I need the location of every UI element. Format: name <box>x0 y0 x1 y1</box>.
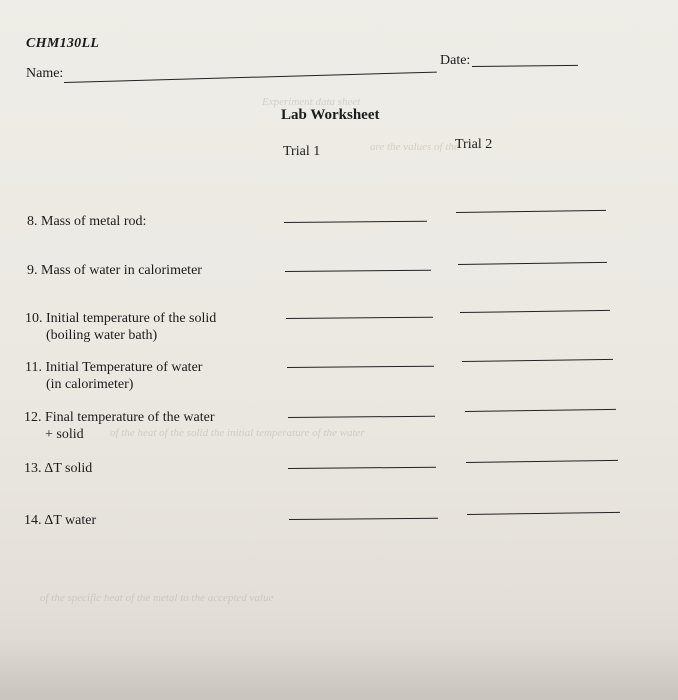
name-label: Name: <box>26 66 64 81</box>
item-8-label: 8. Mass of metal rod: <box>27 214 147 229</box>
worksheet-title: Lab Worksheet <box>281 107 380 123</box>
item-11-trial-2-field[interactable] <box>462 359 613 362</box>
item-8-trial-2-field[interactable] <box>456 210 606 213</box>
item-10-trial-1-field[interactable] <box>286 317 433 319</box>
item-10-sublabel: (boiling water bath) <box>46 328 158 343</box>
item-14-trial-2-field[interactable] <box>467 512 620 515</box>
item-13-label: 13. ΔT solid <box>24 461 93 476</box>
item-12-sublabel: + solid <box>45 427 84 442</box>
bleed-through-text: of the heat of the solid the initial temperature of the water <box>110 427 365 439</box>
item-11-sublabel: (in calorimeter) <box>46 377 134 392</box>
item-9-label: 9. Mass of water in calorimeter <box>27 263 202 278</box>
item-13-trial-1-field[interactable] <box>288 467 436 469</box>
item-14-trial-1-field[interactable] <box>289 518 438 520</box>
date-label: Date: <box>440 53 471 68</box>
item-9-trial-2-field[interactable] <box>458 262 607 265</box>
bleed-through-text: of the specific heat of the metal to the accepted value <box>40 592 274 604</box>
item-11-trial-1-field[interactable] <box>287 366 434 368</box>
name-field-line[interactable] <box>64 72 437 83</box>
item-12-trial-2-field[interactable] <box>465 409 616 412</box>
date-field-line[interactable] <box>472 65 578 67</box>
item-9-trial-1-field[interactable] <box>285 270 431 272</box>
item-13-trial-2-field[interactable] <box>466 460 618 463</box>
trial-1-header: Trial 1 <box>283 144 321 159</box>
item-10-label: 10. Initial temperature of the solid <box>25 311 217 326</box>
item-11-label: 11. Initial Temperature of water <box>25 360 203 375</box>
trial-2-header: Trial 2 <box>455 137 493 152</box>
bleed-through-text: Experiment data sheet <box>262 96 361 108</box>
item-8-trial-1-field[interactable] <box>284 221 427 223</box>
item-12-label: 12. Final temperature of the water <box>24 410 215 425</box>
bleed-through-text: are the values of the <box>370 141 459 153</box>
course-code: CHM130LL <box>26 36 100 51</box>
item-10-trial-2-field[interactable] <box>460 310 610 313</box>
item-12-trial-1-field[interactable] <box>288 416 435 418</box>
page-bottom-shadow <box>0 640 678 700</box>
item-14-label: 14. ΔT water <box>24 513 97 528</box>
